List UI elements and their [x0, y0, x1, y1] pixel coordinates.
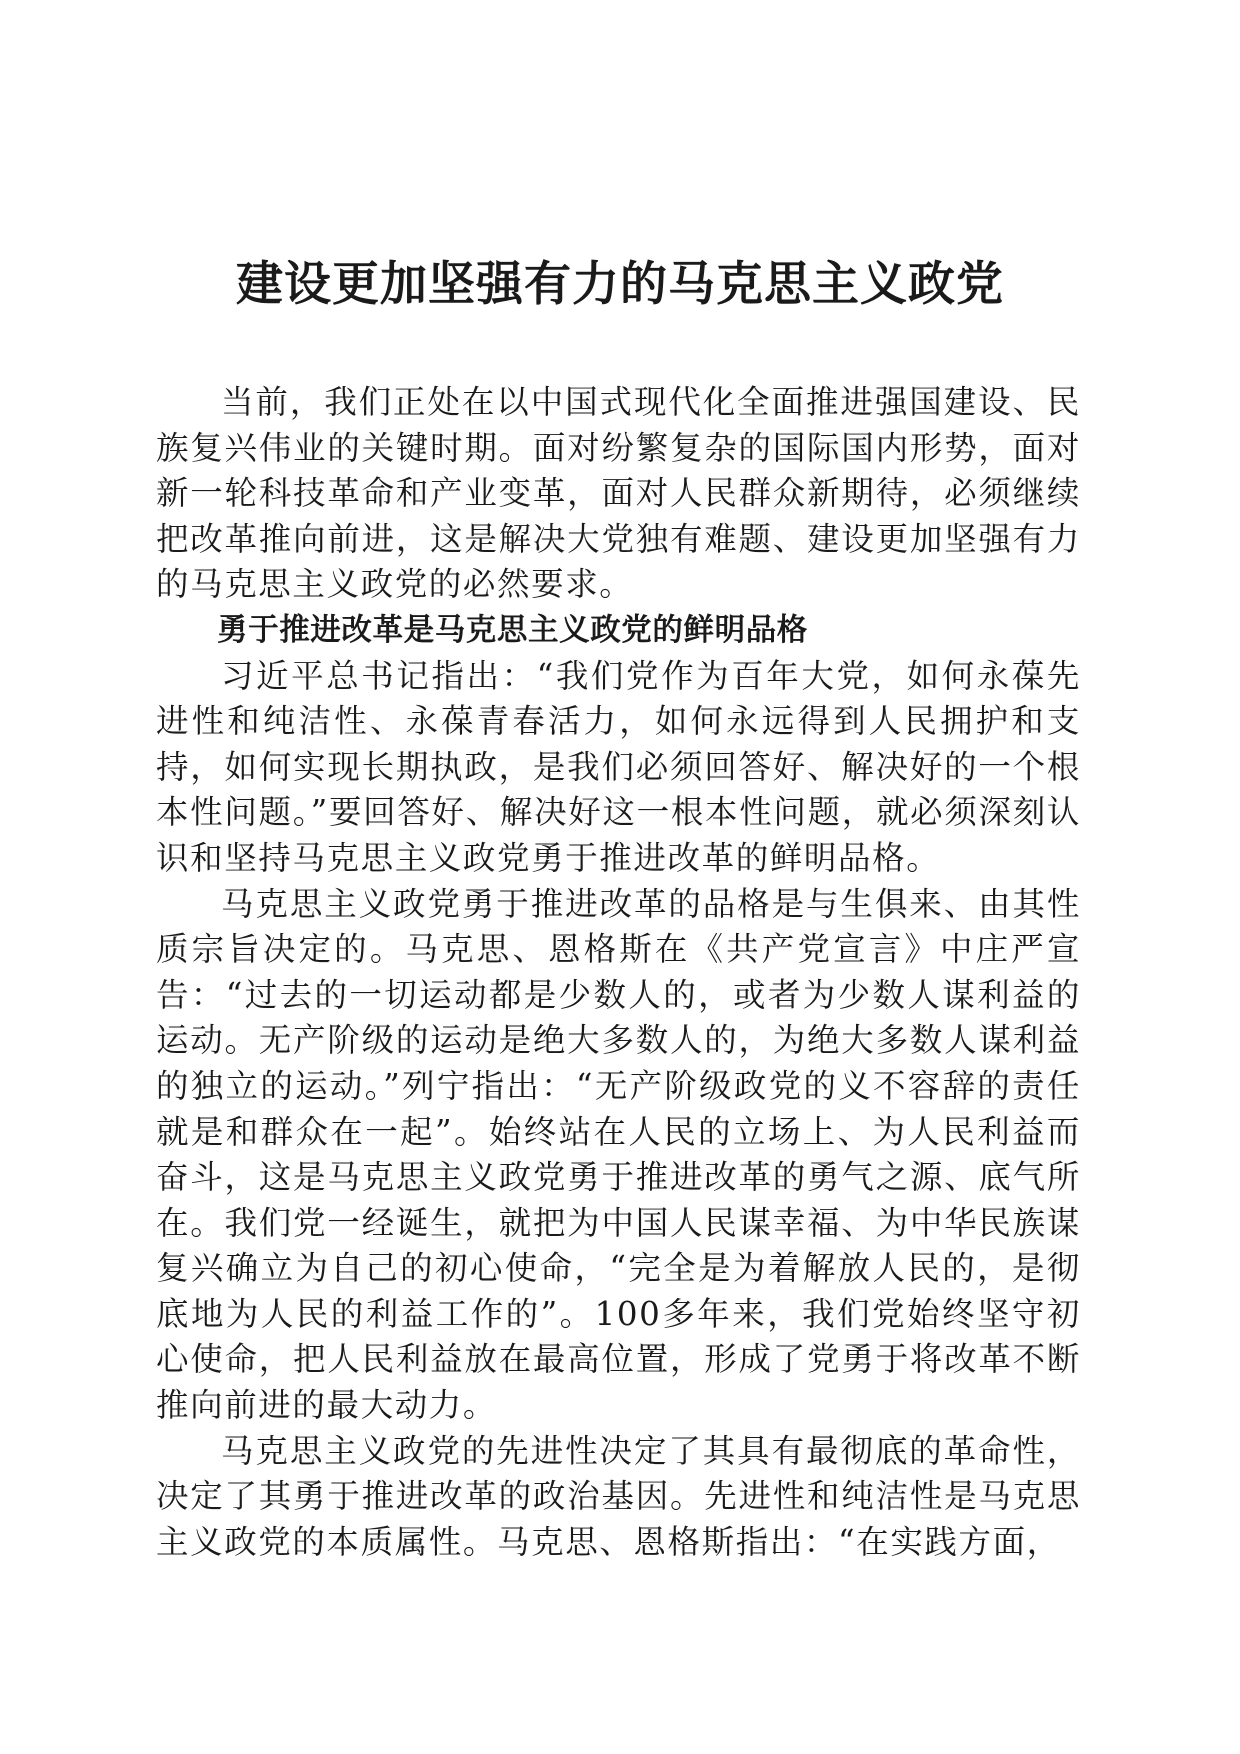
paragraph-3: 马克思主义政党的先进性决定了其具有最彻底的革命性，决定了其勇于推进改革的政治基因。先进性和纯洁性是马克思主义政党的本质属性。马克思、恩格斯指出：“在实践方面，	[156, 1431, 1081, 1561]
document-title: 建设更加坚强有力的马克思主义政党	[236, 257, 1004, 312]
intro-paragraph: 当前，我们正处在以中国式现代化全面推进强国建设、民族复兴伟业的关键时期。面对纷繁复杂的国际国内形势，面对新一轮科技革命和产业变革，面对人民群众新期待，必须继续把改革推向前进，这是解决大党独有难题、建设更加坚强有力的马克思主义政党的必然要求。	[156, 383, 1081, 604]
paragraph-2: 马克思主义政党勇于推进改革的品格是与生俱来、由其性质宗旨决定的。马克思、恩格斯在《共产党宣言》中庄严宣告：“过去的一切运动都是少数人的，或者为少数人谋利益的运动。无产阶级的运动是绝大多数人的，为绝大多数人谋利益的独立的运动。”列宁指出：“无产阶级政党的义不容辞的责任就是和群众在一起”。始终站在人民的立场上、为人民利益而奋斗，这是马克思主义政党勇于推进改革的勇气之源、底气所在。我们党一经诞生，就把为中国人民谋幸福、为中华民族谋复兴确立为自己的初心使命，“完全是为着解放人民的，是彻底地为人民的利益工作的”。100多年来，我们党始终坚守初心使命，把人民利益放在最高位置，形成了党勇于将改革不断推向前进的最大动力。	[156, 884, 1081, 1425]
document-body	[156, 380, 1081, 1565]
section-heading: 勇于推进改革是马克思主义政党的鲜明品格	[217, 612, 808, 648]
paragraph-1: 习近平总书记指出：“我们党作为百年大党，如何永葆先进性和纯洁性、永葆青春活力，如何永远得到人民拥护和支持，如何实现长期执政，是我们必须回答好、解决好的一个根本性问题。”要回答好、解决好这一根本性问题，就必须深刻认识和坚持马克思主义政党勇于推进改革的鲜明品格。	[156, 656, 1081, 877]
